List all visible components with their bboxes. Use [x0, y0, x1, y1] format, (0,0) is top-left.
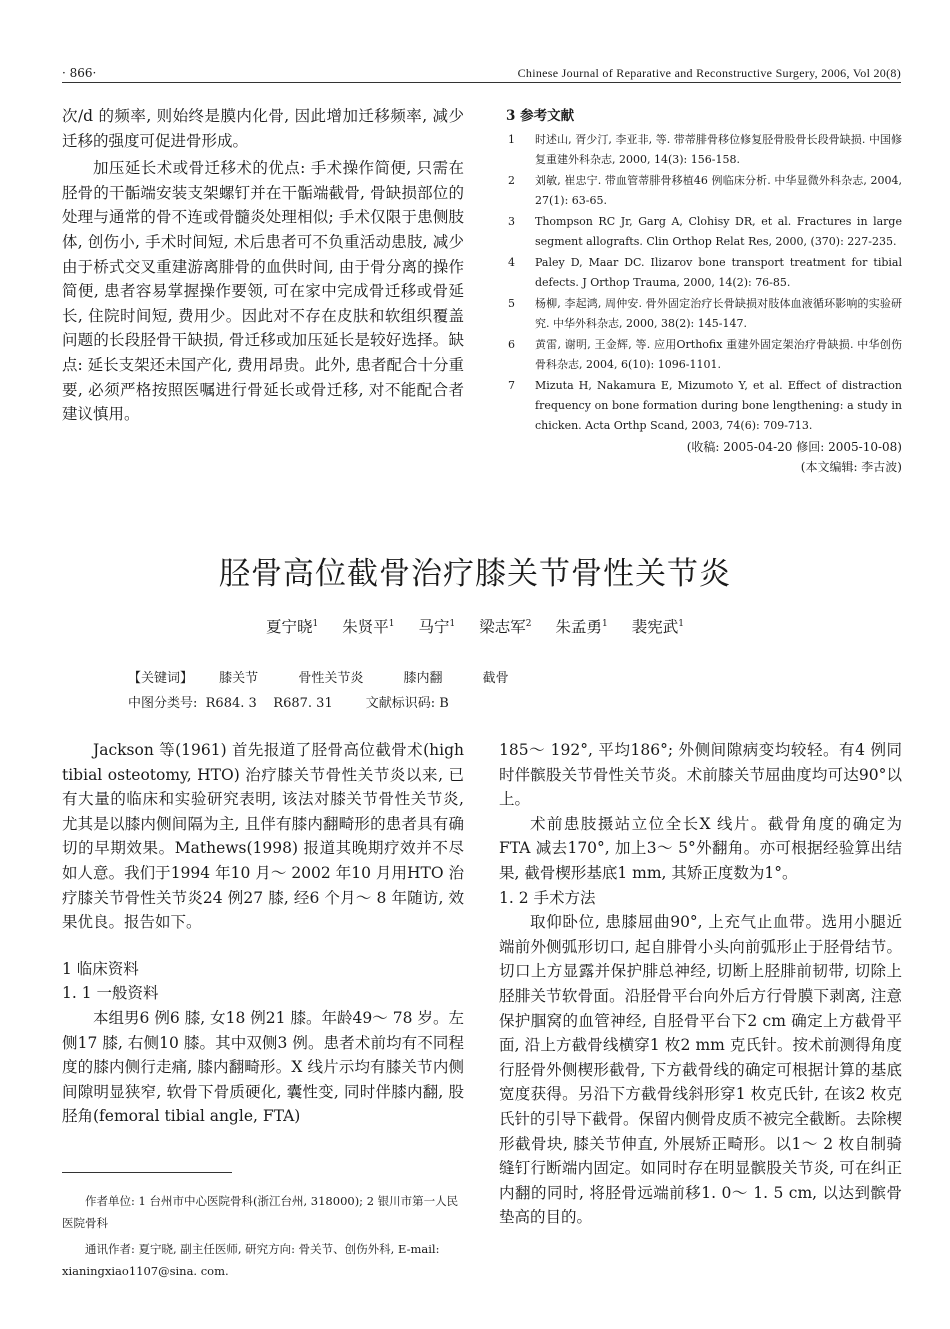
page-number: · 866· [62, 66, 97, 80]
author [632, 618, 684, 636]
reference-list [506, 130, 902, 436]
prev-paragraph: 加压延长术或骨迁移术的优点: 手术操作简便, 只需在胫骨的干骺端安装支架螺钉并在干骺端截骨, 骨缺损部位的处理与通常的骨不连或骨髓炎处理相似; 手术仅限于患侧肢体, 创伤小, 手术时间短, 术后患者可不负重活动患肢, 减少由于桥式交叉重建游离腓骨的血供时间, 由于骨分离的操作简便, 患者容易掌握操作要领, 可在家中完成骨迁移或骨延长, 住院时间短, 费用少。因此对不存在皮肤和软组织覆盖问题的长段胫骨干缺损, 骨迁移或加压延长是较好选择。缺点: 延长支架还未国产化, 费用昂贵。此外, 患者配合十分重要, 必须严格按照医嘱进行骨延长或骨迁移, 对不能配合者建议慎用。 [62, 159, 464, 424]
reference-number: 1 [508, 133, 515, 146]
author-affiliation-mark: 1 [312, 618, 319, 629]
received-dates: (收稿: 2005-04-20 修回: 2005-10-08) [686, 440, 902, 454]
reference-item [506, 130, 902, 170]
keyword: 膝关节 [219, 671, 259, 686]
author-affiliation-mark: 1 [602, 618, 608, 629]
reference-item [506, 294, 902, 334]
subsection-heading: 1. 2 手术方法 [499, 888, 596, 907]
keyword: 膝内翻 [403, 671, 443, 686]
reference-text: Thompson RC Jr, Garg A, Clohisy DR, et al. Fractures in large segment allografts. Clin Orthop Relat Res, 2000, (370): 227-235. [535, 215, 902, 248]
author-affiliation-mark: 1 [678, 618, 684, 629]
reference-item [506, 171, 902, 211]
author [342, 618, 394, 636]
author-name: 朱孟勇 [555, 618, 603, 636]
footnote-contact: 通讯作者: 夏宁晓, 副主任医师, 研究方向: 骨关节、创伤外科, E-mail: xianingxiao1107@sina. com. [62, 1242, 440, 1278]
reference-text: 黄雷, 谢明, 王金辉, 等. 应用Orthofix 重建外固定架治疗骨缺损. 中华创伤骨科杂志, 2004, 6(10): 1096-1101. [535, 338, 902, 371]
body-paragraph: 185～ 192°, 平均186°; 外侧间隙病变均较轻。有4 例同时伴髌股关节骨性关节炎。术前膝关节屈曲度均可达90°以上。 [499, 741, 902, 809]
author-affiliation-mark: 1 [388, 618, 395, 629]
reference-text: 刘敏, 崔忠宁. 带血管蒂腓骨移植46 例临床分析. 中华显微外科杂志, 2004, 27(1): 63-65. [535, 174, 902, 207]
body-paragraph: 取仰卧位, 患膝屈曲90°, 上充气止血带。选用小腿近端前外侧弧形切口, 起自腓骨小头向前弧形止于胫骨结节。切口上方显露并保护腓总神经, 切断上胫腓前韧带, 切除上胫腓关节软骨面。沿胫骨平台向外后方行骨膜下剥离, 注意保护腘窝的血管神经, 自胫骨平台下2 cm 确定上方截骨平面, 沿上方截骨线横穿1 枚2 mm 克氏针。按术前测得角度行胫骨外侧楔形截骨, 下方截骨线的确定可根据计算的基底宽度获得。另沿下方截骨线斜形穿1 枚克氏针, 在该2 枚克氏针的引导下截骨。保留内侧骨皮质不被完全截断。去除楔形截骨块, 膝关节伸直, 外展矫正畸形。以1～ 2 枚自制骑缝钉行断端内固定。如同时存在明显髌股关节炎, 可在纠正内翻的同时, 将胫骨远端前移1. 0～ 1. 5 cm, 以达到髌骨垫高的目的。 [499, 913, 903, 1227]
references-section [506, 104, 902, 477]
body-paragraph: 术前患肢摄站立位全长X 线片。截骨角度的确定为FTA 减去170°, 加上3～ 5°外翻角。亦可根据经验算出结果, 截骨楔形基底1 mm, 其矫正度数为1°。 [499, 814, 902, 882]
intro-paragraph: Jackson 等(1961) 首先报道了胫骨高位截骨术(high tibial osteotomy, HTO) 治疗膝关节骨性关节炎以来, 已有大量的临床和实验研究表明, 该法对膝关节骨性关节炎, 尤其是以膝内侧间隔为主, 且伴有膝内翻畸形的患者具有确切的早期效果。Mathews(1998) 报道其晚期疗效并不尽如人意。我们于1994 年10 月～ 2002 年10 月用HTO 治疗膝关节骨性关节炎24 例27 膝, 经6 个月～ 8 年随访, 效果优良。报告如下。 [62, 741, 464, 932]
author-name: 朱贤平 [342, 618, 389, 636]
body-paragraph: 本组男6 例6 膝, 女18 例21 膝。年龄49～ 78 岁。左侧17 膝, 右侧10 膝。其中双侧3 例。患者术前均有不同程度的膝内侧行走痛, 膝内翻畸形。X 线片示均有膝关节内侧间隙明显狭窄, 软骨下骨质硬化, 囊性变, 同时伴膝内翻, 股胫角(femoral tibial angle, FTA) [62, 1008, 464, 1126]
reference-number: 4 [508, 256, 515, 269]
keywords-label: 【关键词】 [128, 671, 194, 686]
author-list [0, 615, 950, 637]
article-left-column [62, 738, 464, 1129]
reference-item [506, 376, 902, 436]
keywords-line [128, 667, 523, 686]
author-affiliation-mark: 1 [449, 618, 456, 629]
reference-text: 杨柳, 李起鸿, 周仲安. 骨外固定治疗长骨缺损对肢体血液循环影响的实验研究. 中华外科杂志, 2000, 38(2): 145-147. [535, 297, 902, 330]
subsection-heading: 1. 1 一般资料 [62, 984, 159, 1003]
reference-item [506, 212, 902, 252]
references-heading: 3 参考文献 [506, 108, 575, 124]
author-name: 马宁 [418, 618, 450, 636]
article-right-column [499, 738, 902, 1230]
author-name: 裴宪武 [631, 618, 679, 636]
journal-header: Chinese Journal of Reparative and Reconstructive Surgery, 2006, Vol 20(8) [517, 66, 901, 80]
prev-paragraph: 次/d 的频率, 则始终是膜内化骨, 因此增加迁移频率, 减少迁移的强度可促进骨形成。 [62, 107, 464, 150]
classification-line: 中图分类号: R684. 3 R687. 31 文献标识码: B [128, 696, 449, 711]
author [419, 618, 456, 636]
editor-note: (本文编辑: 李古波) [800, 460, 902, 474]
author [266, 618, 318, 636]
keyword: 骨性关节炎 [298, 671, 364, 686]
reference-text: Paley D, Maar DC. Ilizarov bone transport treatment for tibial defects. J Orthop Trauma, 2000, 14(2): 76-85. [535, 256, 902, 289]
article-title: 胫骨高位截骨治疗膝关节骨性关节炎 [219, 556, 731, 592]
section-heading: 1 临床资料 [62, 959, 139, 978]
reference-number: 5 [508, 297, 515, 310]
author-affiliation-mark: 2 [525, 618, 532, 629]
reference-item [506, 253, 902, 293]
prev-article-text [62, 104, 464, 427]
footnotes [62, 1190, 464, 1282]
reference-number: 3 [508, 215, 515, 228]
footnote-rule [62, 1172, 232, 1173]
author [556, 618, 608, 636]
author-name: 夏宁晓 [266, 618, 313, 636]
reference-item [506, 335, 902, 375]
reference-number: 2 [508, 174, 515, 187]
reference-number: 7 [508, 379, 515, 392]
keyword: 截骨 [482, 671, 509, 686]
reference-number: 6 [508, 338, 515, 351]
header-rule [62, 82, 901, 83]
reference-text: 时述山, 胥少汀, 李亚非, 等. 带蒂腓骨移位修复胫骨股骨长段骨缺损. 中国修复重建外科杂志, 2000, 14(3): 156-158. [535, 133, 902, 166]
footnote-affiliation: 作者单位: 1 台州市中心医院骨科(浙江台州, 318000); 2 银川市第一人民医院骨科 [62, 1194, 459, 1230]
author-name: 梁志军 [479, 618, 526, 636]
author [479, 618, 531, 636]
reference-text: Mizuta H, Nakamura E, Mizumoto Y, et al. Effect of distraction frequency on bone formation during bone lengthening: a study in chicken. Acta Orthp Scand, 2003, 74(6): 709-713. [535, 379, 902, 432]
